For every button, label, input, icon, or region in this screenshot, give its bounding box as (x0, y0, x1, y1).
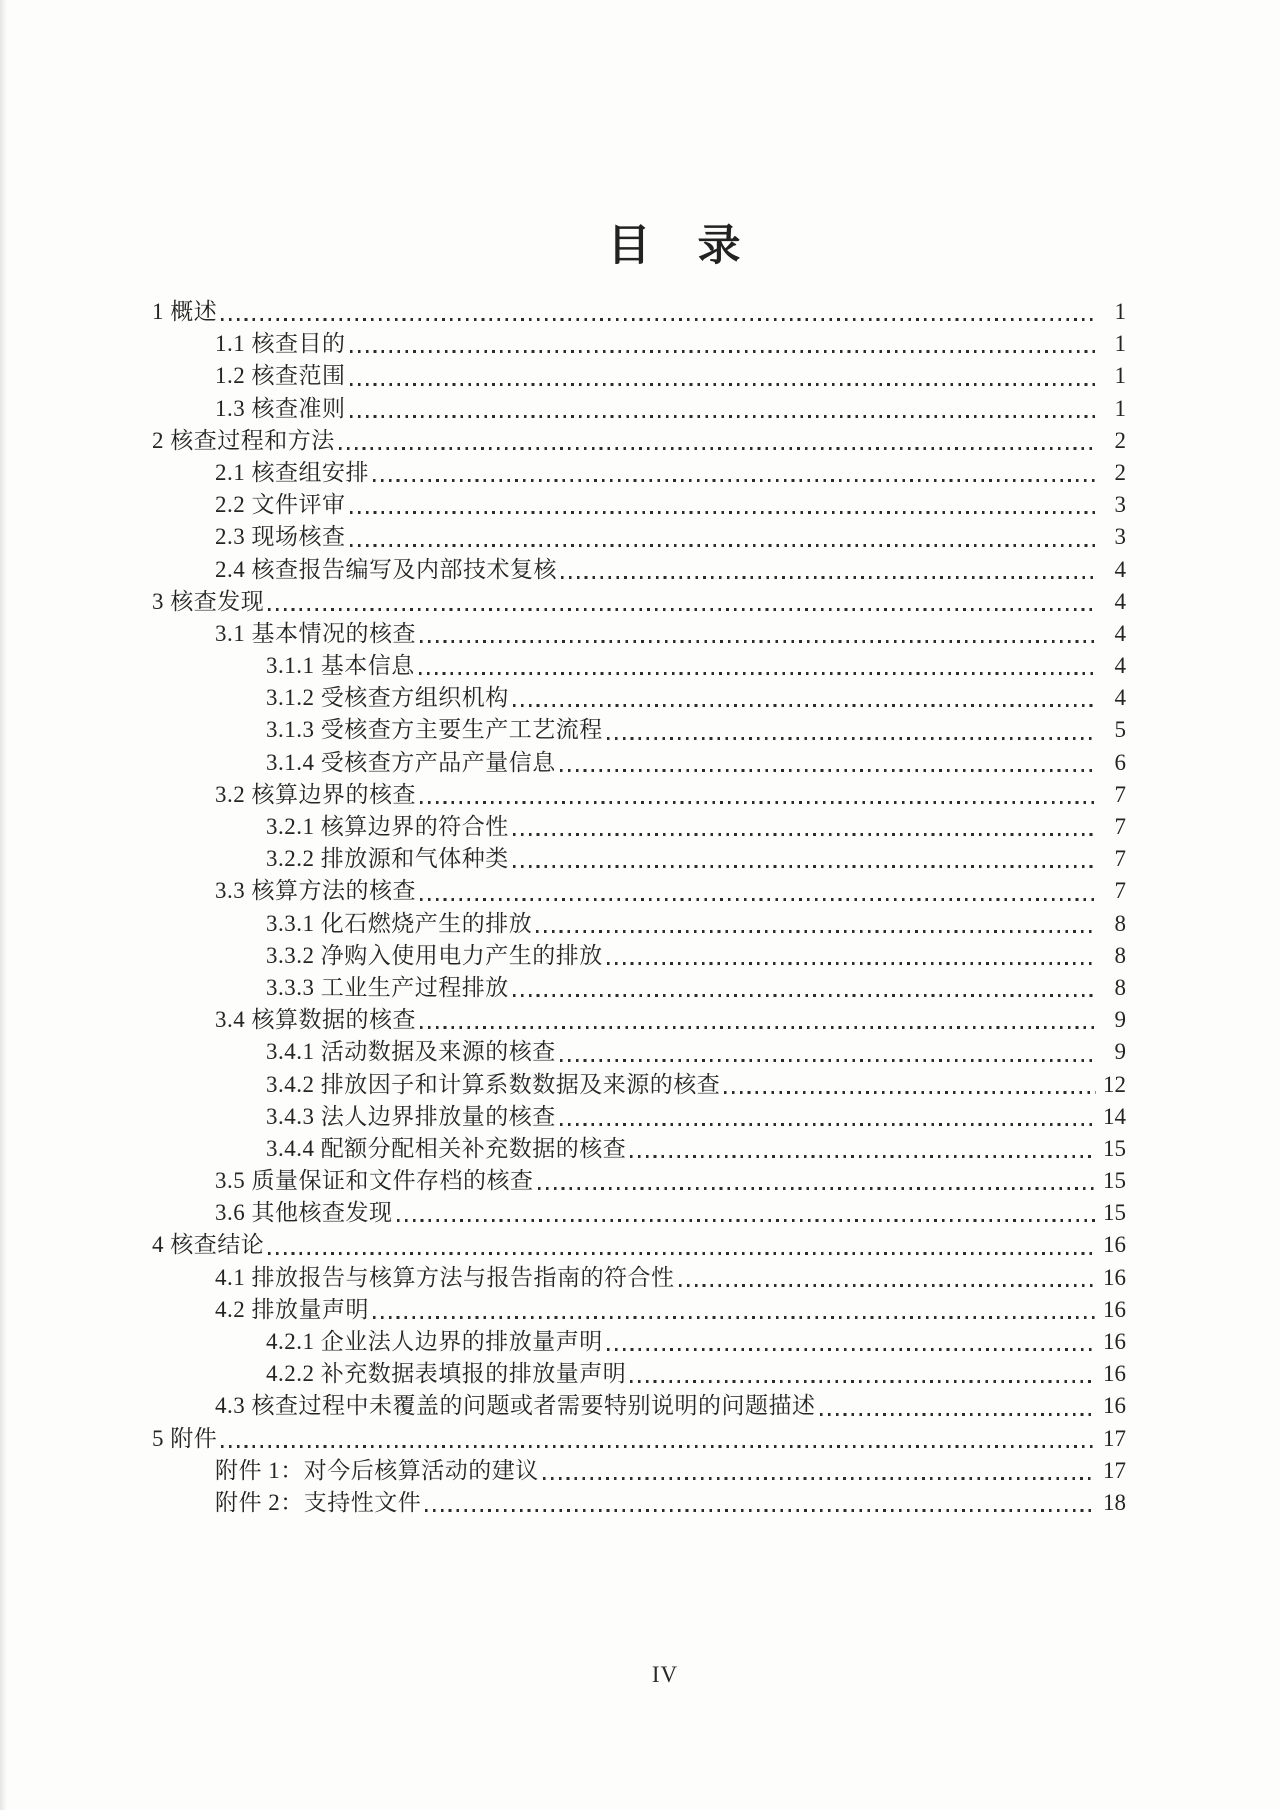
toc-entry-label: 3.3.1 化石燃烧产生的排放 (266, 910, 533, 936)
toc-entry-label: 2.3 现场核查 (215, 524, 346, 550)
dot-leader (560, 1123, 1096, 1126)
toc-entry-page-number: 18 (1103, 1489, 1126, 1515)
dot-leader (268, 608, 1096, 611)
dot-leader (420, 801, 1096, 804)
dot-leader (420, 1026, 1096, 1029)
toc-entry-page-number: 6 (1114, 749, 1126, 775)
toc-entry (152, 1133, 1126, 1165)
toc-entry (152, 360, 1126, 392)
toc-entry (152, 908, 1126, 940)
dot-leader (339, 447, 1096, 450)
toc-entry-page-number: 7 (1114, 846, 1126, 872)
toc-entry-label: 4 核查结论 (152, 1232, 265, 1258)
toc-entry (152, 425, 1126, 457)
toc-entry-page-number: 16 (1103, 1361, 1126, 1387)
toc-entry-label: 1.3 核查准则 (215, 395, 346, 421)
toc-entry-label: 5 附件 (152, 1425, 218, 1451)
toc-entry-page-number: 7 (1114, 814, 1126, 839)
dot-leader (221, 1445, 1096, 1448)
toc-entry (152, 1326, 1126, 1358)
toc-entry-label: 1.1 核查目的 (215, 331, 346, 357)
toc-entry-page-number: 16 (1103, 1232, 1126, 1258)
toc-entry-label: 3.6 其他核查发现 (215, 1200, 393, 1226)
toc-entry-label: 1.2 核查范围 (215, 363, 346, 389)
dot-leader (420, 898, 1096, 901)
toc-entry (152, 1294, 1126, 1326)
toc-entry (152, 682, 1126, 714)
toc-entry-page-number: 12 (1103, 1071, 1126, 1097)
dot-leader (561, 576, 1096, 579)
dot-leader (221, 318, 1096, 321)
dot-leader (350, 544, 1097, 547)
dot-leader (350, 350, 1097, 353)
toc-entry-page-number: 1 (1114, 363, 1126, 389)
dot-leader (350, 383, 1097, 386)
toc-entry (152, 393, 1126, 425)
dot-leader (724, 1091, 1096, 1094)
toc-entry (152, 328, 1126, 360)
toc-entry-label: 附件 2：支持性文件 (215, 1489, 422, 1515)
dot-leader (350, 415, 1097, 418)
toc-entry (152, 779, 1126, 811)
toc-entry (152, 1165, 1126, 1197)
toc-entry (152, 1036, 1126, 1068)
toc-entry-page-number: 2 (1114, 459, 1126, 485)
toc-entry-label: 3.1 基本情况的核查 (215, 620, 416, 646)
toc-entry-label: 3.1.3 受核查方主要生产工艺流程 (266, 717, 603, 743)
toc-entry-page-number: 15 (1103, 1135, 1126, 1161)
toc-entry-label: 3.1.4 受核查方产品产量信息 (266, 749, 556, 775)
toc-entry-label: 2.1 核查组安排 (215, 459, 369, 485)
toc-entry-page-number: 16 (1103, 1393, 1126, 1419)
toc-entry-label: 1 概述 (152, 299, 218, 324)
toc-entry-page-number: 3 (1114, 524, 1126, 550)
toc-entry-page-number: 17 (1103, 1457, 1126, 1483)
toc-entry-label: 4.2.1 企业法人边界的排放量声明 (266, 1329, 603, 1354)
toc-entry-label: 3.2.1 核算边界的符合性 (266, 814, 509, 839)
toc-entry (152, 1229, 1126, 1261)
toc-entry (152, 1423, 1126, 1455)
toc-entry (152, 1455, 1126, 1487)
toc-entry-page-number: 9 (1114, 1039, 1126, 1065)
toc-entry-page-number: 8 (1114, 910, 1126, 936)
toc-entry (152, 1004, 1126, 1036)
toc-entry-label: 2.2 文件评审 (215, 492, 346, 518)
toc-entry-page-number: 4 (1114, 620, 1126, 646)
toc-entry (152, 1358, 1126, 1390)
toc-entry-page-number: 16 (1103, 1329, 1126, 1354)
dot-leader (420, 640, 1096, 643)
dot-leader (607, 1348, 1096, 1351)
toc-entry (152, 618, 1126, 650)
dot-leader (425, 1509, 1096, 1512)
dot-leader (373, 1316, 1096, 1319)
toc-entry (152, 843, 1126, 875)
toc-entry (152, 747, 1126, 779)
toc-entry-label: 3.4 核算数据的核查 (215, 1007, 416, 1033)
toc-entry (152, 554, 1126, 586)
dot-leader (607, 737, 1096, 740)
dot-leader (820, 1413, 1097, 1416)
dot-leader (513, 704, 1096, 707)
dot-leader (373, 479, 1096, 482)
toc-entry-label: 2.4 核查报告编写及内部技术复核 (215, 556, 557, 582)
toc-entry-label: 3.4.4 配额分配相关补充数据的核查 (266, 1135, 627, 1161)
toc-entry-page-number: 8 (1114, 942, 1126, 968)
toc-entry-page-number: 2 (1114, 427, 1126, 453)
toc-entry-label: 3.4.1 活动数据及来源的核查 (266, 1039, 556, 1065)
toc-entry (152, 489, 1126, 521)
toc-entry (152, 650, 1126, 682)
toc-entry (152, 940, 1126, 972)
dot-leader (560, 1059, 1096, 1062)
toc-entry-page-number: 5 (1114, 717, 1126, 743)
toc-entry-page-number: 1 (1114, 299, 1126, 324)
toc-entry (152, 1069, 1126, 1101)
toc-entry-page-number: 16 (1103, 1264, 1126, 1290)
toc-entry-page-number: 15 (1103, 1168, 1126, 1194)
toc-entry-page-number: 4 (1114, 556, 1126, 582)
dot-leader (679, 1284, 1097, 1287)
dot-leader (513, 994, 1096, 997)
toc-entry (152, 875, 1126, 907)
toc-entry-label: 3.1.1 基本信息 (266, 653, 415, 679)
toc-entry-page-number: 1 (1114, 331, 1126, 357)
toc-entry-page-number: 14 (1103, 1103, 1126, 1129)
footer-page-number: IV (651, 1662, 679, 1687)
dot-leader (536, 930, 1096, 933)
dot-leader (543, 1477, 1096, 1480)
toc-list (152, 296, 1126, 1519)
toc-entry-label: 4.3 核查过程中未覆盖的问题或者需要特别说明的问题描述 (215, 1393, 816, 1419)
page-title: 目 录 (607, 223, 743, 270)
toc-entry-label: 4.1 排放报告与核算方法与报告指南的符合性 (215, 1264, 675, 1290)
dot-leader (630, 1380, 1096, 1383)
dot-leader (513, 865, 1096, 868)
dot-leader (513, 833, 1096, 836)
toc-entry-label: 3.2.2 排放源和气体种类 (266, 846, 509, 872)
toc-entry (152, 1197, 1126, 1229)
toc-entry (152, 457, 1126, 489)
toc-entry-page-number: 16 (1103, 1296, 1126, 1322)
toc-entry (152, 296, 1126, 328)
toc-entry-label: 3.3.2 净购入使用电力产生的排放 (266, 942, 603, 968)
toc-entry-label: 3.3 核算方法的核查 (215, 878, 416, 904)
toc-entry (152, 811, 1126, 843)
toc-entry-label: 3 核查发现 (152, 588, 265, 614)
toc-entry-label: 3.4.3 法人边界排放量的核查 (266, 1103, 556, 1129)
toc-entry-page-number: 9 (1114, 1007, 1126, 1033)
toc-entry-label: 4.2 排放量声明 (215, 1296, 369, 1322)
scan-edge-shadow (0, 0, 7, 1810)
toc-entry-page-number: 4 (1114, 685, 1126, 711)
toc-entry-page-number: 1 (1114, 395, 1126, 421)
toc-entry-page-number: 17 (1103, 1425, 1126, 1451)
dot-leader (607, 962, 1096, 965)
toc-entry-label: 3.4.2 排放因子和计算系数数据及来源的核查 (266, 1071, 721, 1097)
toc-entry-page-number: 7 (1114, 781, 1126, 807)
toc-entry-page-number: 3 (1114, 492, 1126, 518)
toc-entry-label: 3.3.3 工业生产过程排放 (266, 974, 509, 1000)
dot-leader (350, 511, 1097, 514)
toc-entry-label: 3.1.2 受核查方组织机构 (266, 685, 509, 711)
toc-entry (152, 714, 1126, 746)
dot-leader (630, 1155, 1096, 1158)
dot-leader (268, 1252, 1096, 1255)
toc-entry-label: 附件 1：对今后核算活动的建议 (215, 1457, 539, 1483)
toc-entry (152, 972, 1126, 1004)
dot-leader (397, 1219, 1097, 1222)
toc-entry-page-number: 4 (1114, 588, 1126, 614)
dot-leader (560, 769, 1096, 772)
toc-entry (152, 1101, 1126, 1133)
toc-entry (152, 1262, 1126, 1294)
toc-entry (152, 586, 1126, 618)
toc-entry-label: 2 核查过程和方法 (152, 427, 335, 453)
toc-entry-page-number: 8 (1114, 974, 1126, 1000)
toc-entry-label: 4.2.2 补充数据表填报的排放量声明 (266, 1361, 627, 1387)
toc-entry-page-number: 15 (1103, 1200, 1126, 1226)
toc-entry (152, 1487, 1126, 1519)
toc-entry-page-number: 4 (1114, 653, 1126, 679)
toc-entry-label: 3.5 质量保证和文件存档的核查 (215, 1168, 534, 1194)
dot-leader (538, 1187, 1097, 1190)
toc-entry-page-number: 7 (1114, 878, 1126, 904)
toc-entry (152, 1390, 1126, 1422)
toc-entry (152, 521, 1126, 553)
toc-entry-label: 3.2 核算边界的核查 (215, 781, 416, 807)
dot-leader (419, 672, 1096, 675)
